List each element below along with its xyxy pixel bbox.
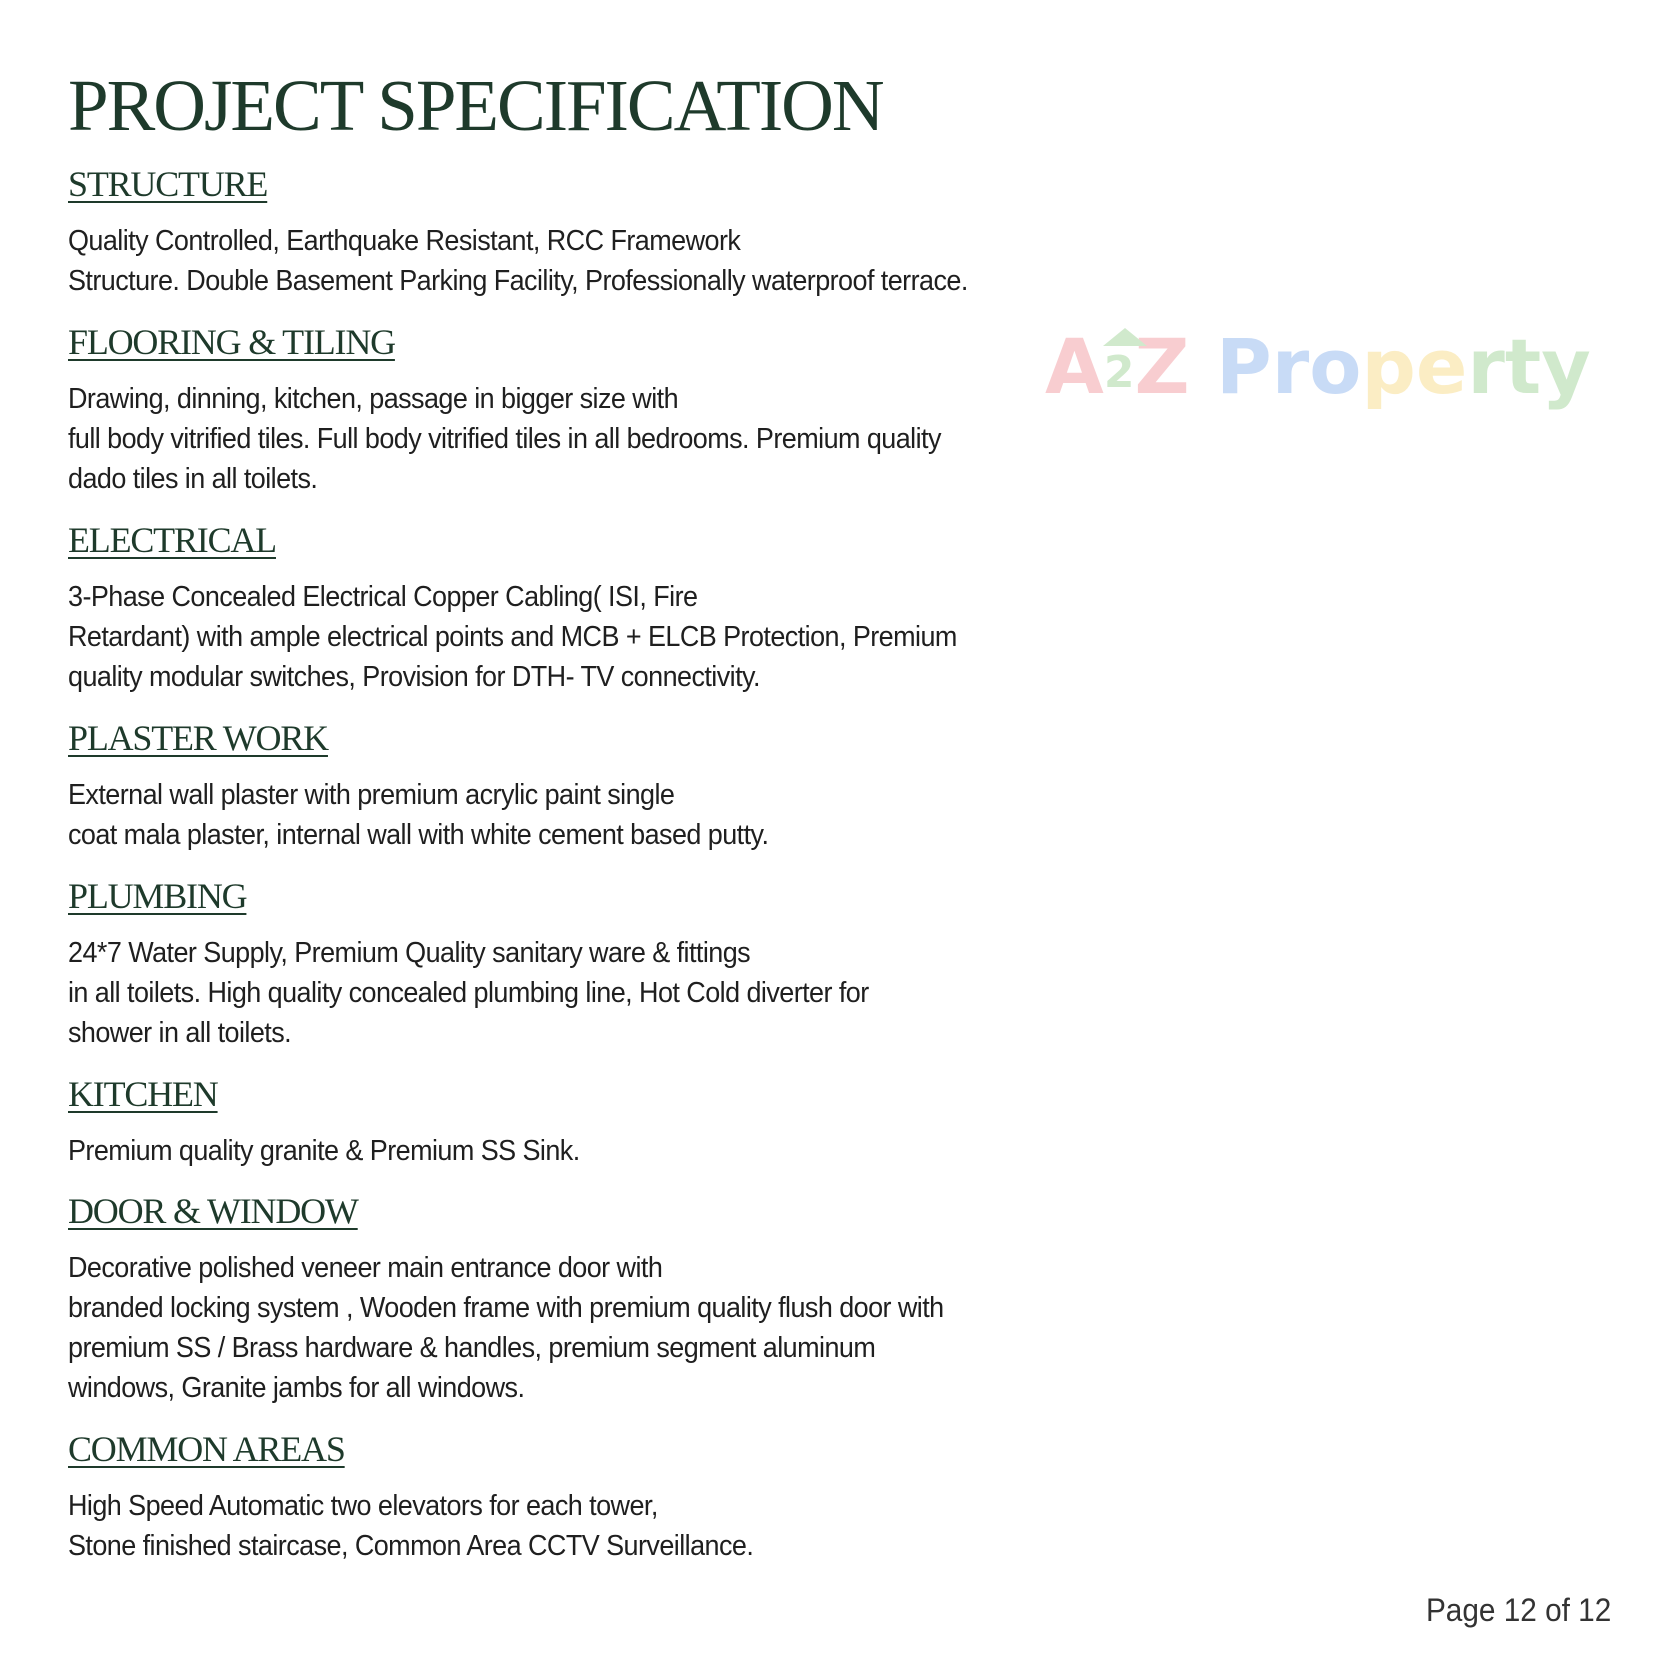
body-line: shower in all toilets. bbox=[68, 1017, 292, 1049]
a2z-property-watermark-logo: A2Z Property bbox=[1045, 322, 1591, 411]
body-line: branded locking system , Wooden frame with premium quality flush door with bbox=[68, 1292, 944, 1324]
body-line: 24*7 Water Supply, Premium Quality sanitary ware & fittings bbox=[68, 937, 751, 969]
section-heading: FLOORING & TILING bbox=[68, 322, 395, 362]
body-line: in all toilets. High quality concealed plumbing line, Hot Cold diverter for bbox=[68, 977, 869, 1009]
body-line: External wall plaster with premium acrylic paint single bbox=[68, 779, 675, 811]
section-body bbox=[68, 379, 941, 499]
section-body bbox=[68, 775, 768, 855]
body-line: Decorative polished veneer main entrance door with bbox=[68, 1252, 663, 1284]
body-line: High Speed Automatic two elevators for each tower, bbox=[68, 1490, 658, 1522]
body-line: Premium quality granite & Premium SS Sink. bbox=[68, 1135, 580, 1167]
section-plumbing bbox=[68, 875, 929, 1053]
section-heading: PLUMBING bbox=[68, 876, 247, 916]
section-common-areas bbox=[68, 1428, 805, 1566]
section-flooring-tiling bbox=[68, 321, 1007, 499]
page-title: PROJECT SPECIFICATION bbox=[68, 65, 883, 146]
body-line: Drawing, dinning, kitchen, passage in bigger size with bbox=[68, 383, 679, 415]
section-heading: COMMON AREAS bbox=[68, 1429, 345, 1469]
body-line: Structure. Double Basement Parking Facility, Professionally waterproof terrace. bbox=[68, 265, 968, 297]
section-heading: PLASTER WORK bbox=[68, 718, 328, 758]
section-plaster-work bbox=[68, 717, 821, 855]
body-line: 3-Phase Concealed Electrical Copper Cabling( ISI, Fire bbox=[68, 581, 698, 613]
section-body bbox=[68, 221, 968, 301]
section-heading: STRUCTURE bbox=[68, 164, 268, 204]
body-line: windows, Granite jambs for all windows. bbox=[68, 1372, 525, 1404]
body-line: Quality Controlled, Earthquake Resistant, RCC Framework bbox=[68, 225, 741, 257]
body-line: Stone finished staircase, Common Area CCTV Surveillance. bbox=[68, 1530, 754, 1562]
section-body bbox=[68, 577, 957, 697]
body-line: dado tiles in all toilets. bbox=[68, 463, 318, 495]
section-body bbox=[68, 1248, 944, 1408]
page-number: Page 12 of 12 bbox=[1425, 1592, 1611, 1628]
body-line: quality modular switches, Provision for DTH- TV connectivity. bbox=[68, 661, 760, 693]
section-kitchen bbox=[68, 1073, 618, 1171]
section-body bbox=[68, 933, 869, 1053]
section-body bbox=[68, 1131, 580, 1171]
body-line: full body vitrified tiles. Full body vitrified tiles in all bedrooms. Premium quality bbox=[68, 423, 941, 455]
section-body bbox=[68, 1486, 753, 1566]
body-line: coat mala plaster, internal wall with white cement based putty. bbox=[68, 819, 769, 851]
section-heading: ELECTRICAL bbox=[68, 520, 276, 560]
section-heading: KITCHEN bbox=[68, 1074, 218, 1114]
section-electrical bbox=[68, 519, 1024, 697]
section-heading: DOOR & WINDOW bbox=[68, 1191, 358, 1231]
section-door-window bbox=[68, 1190, 1010, 1408]
house-icon bbox=[1103, 328, 1147, 346]
body-line: Retardant) with ample electrical points and MCB + ELCB Protection, Premium bbox=[68, 621, 957, 653]
body-line: premium SS / Brass hardware & handles, premium segment aluminum bbox=[68, 1332, 876, 1364]
section-structure bbox=[68, 163, 1036, 301]
